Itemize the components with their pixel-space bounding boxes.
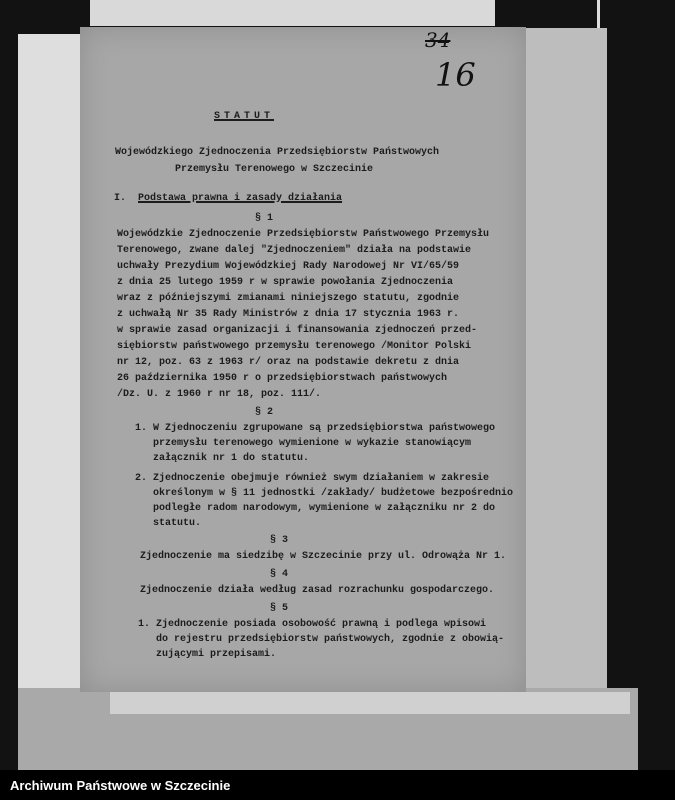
subtitle-line: Przemysłu Terenowego w Szczecinie xyxy=(175,164,374,175)
text-line: określonym w § 11 jednostki /zakłady/ budżetowe bezpośrednio xyxy=(135,488,514,499)
text-line: podległe radom narodowym, wymienione w załączniku nr 2 do xyxy=(135,503,496,514)
text-line: do rejestru przedsiębiorstw państwowych, zgodnie z obowią- xyxy=(138,634,505,645)
document-title: STATUT xyxy=(214,111,275,122)
archive-name: Archiwum Państwowe w Szczecinie xyxy=(10,778,231,793)
text-line: siębiorstw państwowego przemysłu terenowego /Monitor Polski xyxy=(117,341,472,352)
archive-footer xyxy=(0,770,675,800)
handwritten-page-number: 16 xyxy=(435,56,476,94)
text-line: z uchwałą Nr 35 Rady Ministrów z dnia 17 stycznia 1963 r. xyxy=(117,309,460,320)
handwritten-old-number: 34 xyxy=(425,28,451,52)
text-line: przemysłu terenowego wymienione w wykazie stanowiącym xyxy=(135,438,472,449)
frame-mark xyxy=(597,0,600,30)
text-line: Terenowego, zwane dalej "Zjednoczeniem" działa na podstawie xyxy=(117,245,472,256)
paragraph-mark: § 1 xyxy=(255,213,274,224)
text-line: 1. Zjednoczenie posiada osobowość prawną i podlega wpisowi xyxy=(138,619,487,630)
text-line: zującymi przepisami. xyxy=(138,649,277,660)
text-line: /Dz. U. z 1960 r nr 18, poz. 111/. xyxy=(117,389,322,400)
text-line: wraz z późniejszymi zmianami niniejszego statutu, zgodnie xyxy=(117,293,460,304)
document-page xyxy=(80,27,526,692)
text-line: nr 12, poz. 63 z 1963 r/ oraz na podstawie dekretu z dnia xyxy=(117,357,460,368)
paragraph-mark: § 4 xyxy=(270,569,289,580)
text-line: Zjednoczenie ma siedzibę w Szczecinie przy ul. Odrowąża Nr 1. xyxy=(140,551,507,562)
bottom-paper-light xyxy=(110,692,630,714)
paragraph-mark: § 5 xyxy=(270,603,289,614)
text-line: Wojewódzkie Zjednoczenie Przedsiębiorstw Państwowego Przemysłu xyxy=(117,229,490,240)
paragraph-mark: § 2 xyxy=(255,407,274,418)
back-sheet xyxy=(90,0,495,26)
text-line: 1. W Zjednoczeniu zgrupowane są przedsiębiorstwa państwowego xyxy=(135,423,496,434)
paragraph-mark: § 3 xyxy=(270,535,289,546)
section-number: I. xyxy=(114,193,127,204)
text-line: uchwały Prezydium Wojewódzkiej Rady Narodowej Nr VI/65/59 xyxy=(117,261,460,272)
text-line: 2. Zjednoczenie obejmuje również swym działaniem w zakresie xyxy=(135,473,490,484)
right-paper-sheet xyxy=(512,28,607,692)
text-line: 26 października 1950 r o przedsiębiorstwach państwowych xyxy=(117,373,448,384)
text-line: statutu. xyxy=(135,518,202,529)
text-line: w sprawie zasad organizacji i finansowania zjednoczeń przed- xyxy=(117,325,478,336)
subtitle-line: Wojewódzkiego Zjednoczenia Przedsiębiorstw Państwowych xyxy=(115,147,440,158)
text-line: Zjednoczenie działa według zasad rozrachunku gospodarczego. xyxy=(140,585,495,596)
text-line: załącznik nr 1 do statutu. xyxy=(135,453,310,464)
text-line: z dnia 25 lutego 1959 r w sprawie powołania Zjednoczenia xyxy=(117,277,454,288)
section-heading: Podstawa prawna i zasady działania xyxy=(138,193,343,204)
